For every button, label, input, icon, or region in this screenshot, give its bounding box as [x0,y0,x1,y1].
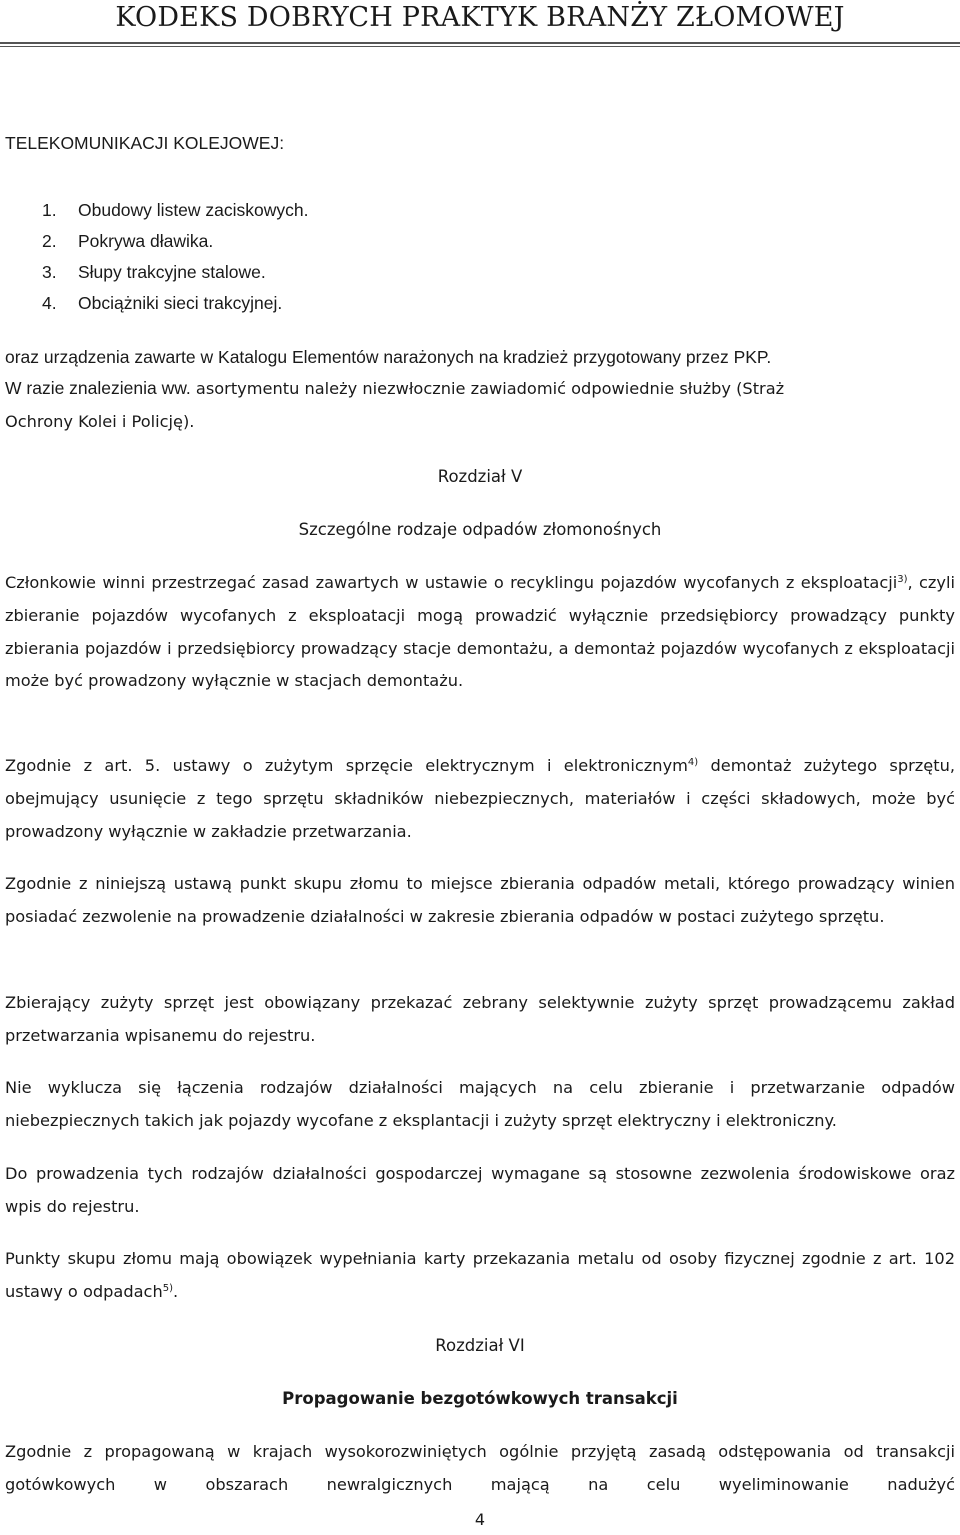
paragraph: Zbierający zużyty sprzęt jest obowiązany przekazać zebrany selektywnie zużyty sprzęt prowadzącemu zakład przetwarzania wpisanemu do rejestru. [5,993,955,1045]
paragraph-text: Punkty skupu złomu mają obowiązek wypełniania karty przekazania metalu od osoby fizycznej zgodnie z art. 102 ustawy o odpadach [5,1249,955,1301]
intro-line: oraz urządzenia zawarte w Katalogu Elementów narażonych na kradzież przygotowany przez PKP. [5,347,772,367]
paragraph: Zgodnie z niniejszą ustawą punkt skupu złomu to miejsce zbierania odpadów metali, którego prowadzący winien posiadać zezwolenie na prowadzenie działalności w zakresie zbierania odpadów w postaci zużytego sprzętu. [5,874,955,926]
section-heading: TELEKOMUNIKACJI KOLEJOWEJ: [5,133,285,153]
intro-text: W razie znalezienia ww. [5,378,191,398]
list-text: Obudowy listew zaciskowych. [78,200,309,220]
page-number: 4 [474,1510,486,1529]
paragraph-text: , czyli zbieranie pojazdów wycofanych z eksploatacji mogą prowadzić wyłącznie przedsiębiorcy prowadzący punkty zbierania pojazdów i przedsiębiorcy prowadzący stacje demontażu, a demontaż pojazdów wycofanych z eksploatacji może być prowadzony wyłącznie w stacjach demontażu. [5,573,955,691]
list-number: 2. [42,231,57,251]
list-item [42,288,282,318]
header-rule-thin [0,46,960,47]
list-item [42,257,266,287]
intro-line [5,372,784,405]
chapter-title: Szczególne rodzaje odpadów złomonośnych [298,520,662,539]
paragraph [5,567,955,698]
list-number: 3. [42,262,57,282]
list-item [42,226,213,256]
paragraph-text: demontaż zużytego sprzętu, obejmujący usunięcie z tego sprzętu składników niebezpiecznych, materiałów i części składowych, może być prowadzony wyłącznie w zakładzie przetwarzania. [5,756,955,841]
paragraph-text: Członkowie winni przestrzegać zasad zawartych w ustawie o recyklingu pojazdów wycofanych z eksploatacji [5,573,898,592]
chapter-label: Rozdział VI [435,1336,525,1355]
paragraph-text: Zgodnie z art. 5. ustawy o zużytym sprzęcie elektrycznym i elektronicznym [5,756,688,775]
paragraph [5,750,955,848]
paragraph-text: . [172,1281,179,1301]
paragraph: Zgodnie z propagowaną w krajach wysokorozwiniętych ogólnie przyjętą zasadą odstępowania od transakcji gotówkowych w obszarach newralgicznych mającą na celu wyeliminowanie nadużyć [5,1442,955,1494]
paragraph [5,1243,955,1309]
chapter-title: Propagowanie bezgotówkowych transakcji [282,1389,678,1408]
list-text: Słupy trakcyjne stalowe. [78,262,266,282]
page-header [0,0,960,48]
header-title: KODEKS DOBRYCH PRAKTYK BRANŻY ZŁOMOWEJ [115,2,845,33]
intro-text: asortymentu należy niezwłocznie zawiadomić odpowiednie służby (Straż [190,379,785,398]
footnote-ref: 4) [687,757,699,768]
list-text: Pokrywa dławika. [78,231,214,251]
list-item [42,195,309,225]
intro-line: Ochrony Kolei i Policję). [5,412,195,431]
footnote-ref: 3) [897,574,908,585]
list-number: 4. [42,293,57,313]
list-number: 1. [42,200,57,220]
header-rule [0,42,960,44]
paragraph: Nie wyklucza się łączenia rodzajów działalności mających na celu zbieranie i przetwarzanie odpadów niebezpiecznych takich jak pojazdy wycofane z eksplantacji i zużyty sprzęt elektryczny i elektroniczny. [5,1078,955,1130]
paragraph: Do prowadzenia tych rodzajów działalności gospodarczej wymagane są stosowne zezwolenia środowiskowe oraz wpis do rejestru. [5,1164,955,1216]
chapter-label: Rozdział V [437,467,523,486]
footnote-ref: 5) [162,1282,173,1294]
list-text: Obciążniki sieci trakcyjnej. [78,293,283,313]
